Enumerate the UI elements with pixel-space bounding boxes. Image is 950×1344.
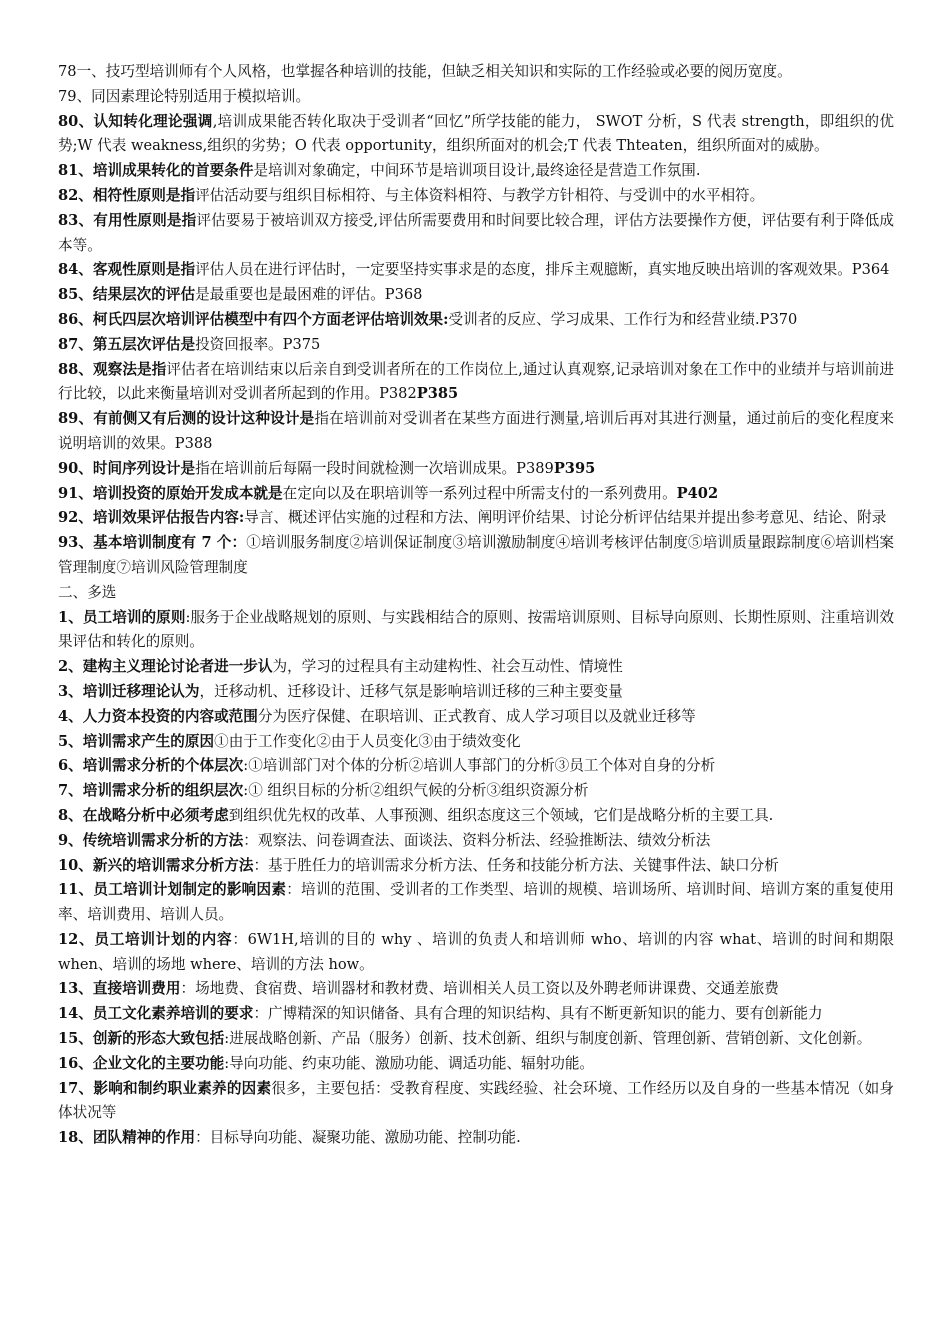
page-reference: P395 [553, 459, 596, 477]
paragraph [58, 680, 894, 705]
paragraph [58, 308, 894, 333]
paragraph-heading: 82、相符性原则是指 [58, 186, 196, 204]
paragraph-text: 是最重要也是最困难的评估。P368 [195, 286, 423, 304]
paragraph-heading: 86、柯氏四层次培训评估模型中有四个方面老评估培训效果: [58, 310, 449, 328]
paragraph-text: ①由于工作变化②由于人员变化③由于绩效变化 [214, 732, 521, 750]
paragraph-text: 评估要易于被培训双方接受,评估所需要费用和时间要比较合理，评估方法要操作方便，评估要有利于降低成本等。 [58, 211, 894, 254]
paragraph [58, 258, 894, 283]
paragraph-heading: 14、员工文化素养培训的要求 [58, 1005, 254, 1023]
paragraph-heading: 93、基本培训制度有 7 个： [58, 534, 247, 552]
paragraph [58, 829, 894, 854]
paragraph-heading: 3、培训迁移理论认为 [58, 682, 200, 700]
paragraph-text: ，迁移动机、迁移设计、迁移气氛是影响培训迁移的三种主要变量 [199, 682, 623, 700]
paragraph [58, 110, 894, 160]
paragraph [58, 779, 894, 804]
paragraph-text: 评估者在培训结束以后亲自到受训者所在的工作岗位上,通过认真观察,记录培训对象在工作中的业绩并与培训前进行比较，以此来衡量培训对受训者所起到的作用。P382 [58, 360, 894, 403]
paragraph-text: ：基于胜任力的培训需求分析方法、任务和技能分析方法、关键事件法、缺口分析 [253, 856, 779, 874]
paragraph-heading: 8、在战略分析中必须考虑 [58, 806, 229, 824]
paragraph-text: ：培训的范围、受训者的工作类型、培训的规模、培训场所、培训时间、培训方案的重复使用率、培训费用、培训人员。 [58, 881, 895, 924]
paragraph [58, 1077, 894, 1127]
paragraph-text: 二、多选 [58, 583, 117, 601]
paragraph-heading: 89、有前侧又有后测的设计这种设计是 [58, 410, 315, 428]
paragraph [58, 457, 894, 482]
paragraph [58, 581, 894, 606]
paragraph-text: 78一、技巧型培训师有个人风格，也掌握各种培训的技能，但缺乏相关知识和实际的工作经验或必要的阅历宽度。 [58, 63, 792, 80]
paragraph-heading: 5、培训需求产生的原因 [58, 732, 215, 750]
paragraph [58, 854, 894, 879]
paragraph-text: :进展战略创新、产品（服务）创新、技术创新、组织与制度创新、管理创新、营销创新、文化创新。 [224, 1030, 872, 1048]
paragraph-heading: 4、人力资本投资的内容或范围 [58, 707, 258, 725]
paragraph-text: 评估人员在进行评估时，一定要坚持实事求是的态度，排斥主观臆断，真实地反映出培训的客观效果。P364 [195, 261, 890, 279]
paragraph-heading: 84、客观性原则是指 [58, 261, 196, 279]
paragraph [58, 1002, 894, 1027]
paragraph [58, 730, 894, 755]
paragraph [58, 407, 894, 457]
paragraph-text: 很多，主要包括：受教育程度、实践经验、社会环境、工作经历以及自身的一些基本情况（如身体状况等 [58, 1079, 894, 1122]
paragraph-heading: 81、培训成果转化的首要条件 [58, 162, 254, 180]
paragraph-heading: 92、培训效果评估报告内容: [58, 509, 245, 527]
paragraph-text: :导向功能、约束功能、激励功能、调适功能、辐射功能。 [224, 1054, 595, 1072]
paragraph-text: :①培训部门对个体的分析②培训人事部门的分析③员工个体对自身的分析 [243, 757, 716, 775]
paragraph-text: :① 组织目标的分析②组织气候的分析③组织资源分析 [243, 782, 589, 800]
paragraph-heading: 16、企业文化的主要功能 [58, 1054, 225, 1072]
paragraph [58, 60, 894, 85]
paragraph [58, 754, 894, 779]
paragraph-text: 到组织优先权的改革、人事预测、组织态度这三个领域，它们是战略分析的主要工具. [228, 806, 774, 824]
paragraph-text: 评估活动要与组织目标相符、与主体资料相符、与教学方针相符、与受训中的水平相符。 [195, 186, 765, 204]
paragraph-text: 指在培训前后每隔一段时间就检测一次培训成果。P389 [195, 459, 554, 477]
paragraph [58, 159, 894, 184]
paragraph [58, 482, 894, 507]
paragraph-heading: 87、第五层次评估是 [58, 335, 196, 353]
paragraph-heading: 88、观察法是指 [58, 360, 167, 378]
paragraph-heading: 90、时间序列设计是 [58, 459, 196, 477]
paragraph-text: ：观察法、问卷调查法、面谈法、资料分析法、经验推断法、绩效分析法 [243, 831, 711, 849]
paragraph-text: 79、同因素理论特别适用于模拟培训。 [58, 87, 311, 105]
paragraph-heading: 18、团队精神的作用 [58, 1129, 196, 1147]
paragraph [58, 283, 894, 308]
paragraph-text: :服务于企业战略规划的原则、与实践相结合的原则、按需培训原则、目标导向原则、长期性原则、注重培训效果评估和转化的原则。 [58, 608, 895, 651]
paragraph-heading: 1、员工培训的原则 [58, 608, 186, 626]
paragraph-text: 投资回报率。P375 [195, 335, 321, 353]
paragraph [58, 804, 894, 829]
paragraph-text: 受训者的反应、学习成果、工作行为和经营业绩.P370 [448, 310, 798, 328]
paragraph [58, 1052, 894, 1077]
paragraph-heading: 83、有用性原则是指 [58, 211, 197, 229]
paragraph [58, 928, 894, 978]
paragraph-text: 指在培训前对受训者在某些方面进行测量,培训后再对其进行测量，通过前后的变化程度来说明培训的效果。P388 [58, 410, 894, 452]
paragraph-text: ：目标导向功能、凝聚功能、激励功能、控制功能. [195, 1129, 521, 1147]
paragraph-text: 导言、概述评估实施的过程和方法、阐明评价结果、讨论分析评估结果并提出参考意见、结论、附录 [244, 509, 887, 527]
paragraph-heading: 80、认知转化理论强调 [58, 112, 213, 130]
paragraph [58, 506, 894, 531]
paragraph [58, 333, 894, 358]
paragraph [58, 85, 894, 110]
paragraph [58, 184, 894, 209]
paragraph-text: 是培训对象确定，中间环节是培训项目设计,最终途径是营造工作氛围. [253, 162, 701, 180]
paragraph [58, 705, 894, 730]
paragraph [58, 358, 894, 408]
paragraph-text: ：6W1H,培训的目的 why 、培训的负责人和培训师 who、培训的内容 what、培训的时间和期限 when、培训的场地 where、培训的方法 how。 [58, 930, 894, 973]
paragraph-text: 为，学习的过程具有主动建构性、社会互动性、情境性 [272, 658, 623, 676]
paragraph-heading: 13、直接培训费用 [58, 980, 181, 998]
paragraph-heading: 9、传统培训需求分析的方法 [58, 831, 244, 849]
paragraph-text: ①培训服务制度②培训保证制度③培训激励制度④培训考核评估制度⑤培训质量跟踪制度⑥培训档案管理制度⑦培训风险管理制度 [58, 534, 894, 576]
paragraph [58, 1027, 894, 1052]
paragraph-text: ：广博精深的知识储备、具有合理的知识结构、具有不断更新知识的能力、要有创新能力 [253, 1005, 823, 1023]
paragraph [58, 1126, 894, 1151]
paragraph-heading: 91、培训投资的原始开发成本就是 [58, 484, 283, 502]
paragraph-text: ,培训成果能否转化取决于受训者“回忆”所学技能的能力， SWOT 分析，S 代表 strength，即组织的优势;W 代表 weakness,组织的劣势；O 代表 opportunity，组织所面对的机会;T 代表 Thteaten，组织所面对的威胁。 [58, 112, 894, 155]
paragraph-heading: 7、培训需求分析的组织层次 [58, 782, 244, 800]
paragraph [58, 655, 894, 680]
paragraph-heading: 17、影响和制约职业素养的因素 [58, 1079, 272, 1097]
paragraph-heading: 15、创新的形态大致包括 [58, 1030, 225, 1048]
paragraph-text: 在定向以及在职培训等一系列过程中所需支付的一系列费用。 [282, 484, 677, 502]
page-reference: P402 [676, 484, 719, 502]
paragraph [58, 878, 894, 928]
paragraph-heading: 85、结果层次的评估 [58, 286, 196, 304]
paragraph [58, 531, 894, 581]
paragraph-heading: 12、员工培训计划的内容 [58, 930, 233, 948]
paragraph [58, 606, 894, 656]
paragraph-heading: 10、新兴的培训需求分析方法 [58, 856, 254, 874]
paragraph-heading: 11、员工培训计划制定的影响因素 [58, 881, 287, 899]
paragraph-heading: 6、培训需求分析的个体层次 [58, 757, 244, 775]
paragraph [58, 209, 894, 259]
page-reference: P385 [416, 385, 459, 403]
paragraph [58, 977, 894, 1002]
paragraph-heading: 2、建构主义理论讨论者进一步认 [58, 658, 273, 676]
paragraph-text: 分为医疗保健、在职培训、正式教育、成人学习项目以及就业迁移等 [257, 707, 696, 725]
document-body [58, 60, 894, 1151]
paragraph-text: ：场地费、食宿费、培训器材和教材费、培训相关人员工资以及外聘老师讲课费、交通差旅费 [180, 980, 779, 998]
